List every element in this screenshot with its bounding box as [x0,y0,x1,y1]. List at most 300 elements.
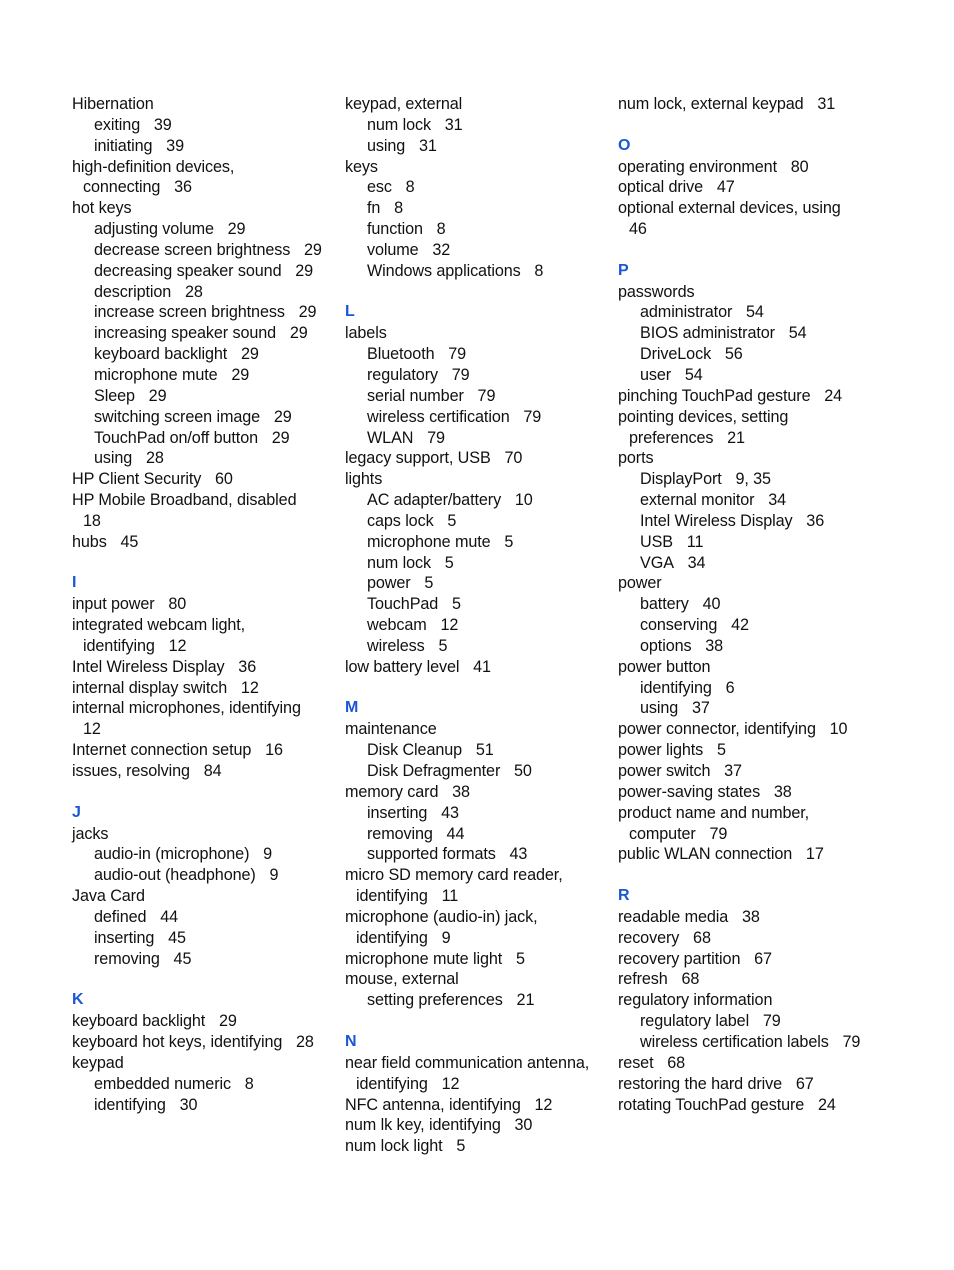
entry-text: high-definition devices, [72,157,235,176]
entry-text: AC adapter/battery [367,491,502,510]
page-reference[interactable]: 79 [451,365,470,384]
index-subentry [618,344,880,365]
entry-text: Sleep [94,386,135,405]
index-subentry [72,115,334,136]
page-reference[interactable]: 9 [263,845,273,864]
entry-text: recovery [618,928,680,947]
entry-text: keys [345,157,378,176]
index-entry [72,94,334,115]
page-reference[interactable]: 5 [444,553,454,572]
page-reference[interactable]: 5 [451,595,461,614]
page-reference[interactable]: 47 [716,178,735,197]
entry-text: keypad [72,1053,124,1072]
index-subentry [618,469,880,490]
page-reference[interactable]: 5 [504,532,514,551]
entry-text: micro SD memory card reader, [345,866,563,885]
index-subentry [345,824,607,845]
page-reference[interactable]: 29 [218,1012,237,1031]
page-reference[interactable]: 37 [691,699,710,718]
entry-text: keypad, external [345,95,463,113]
entry-text: low battery level [345,657,460,676]
page-reference[interactable]: 54 [788,324,807,343]
index-subentry [72,219,334,240]
index-subentry [345,240,607,261]
page-reference[interactable]: 29 [273,407,292,426]
index-subentry [618,553,880,574]
page-reference[interactable]: 36 [174,178,192,197]
index-subentry [618,490,880,511]
index-entry [72,1053,334,1074]
page-reference[interactable]: 9 [441,928,451,947]
index-entry-continuation [618,219,880,240]
page-reference[interactable]: 32 [432,240,451,259]
entry-text: public WLAN connection [618,845,793,864]
entry-text: conserving [640,616,718,635]
index-entry [345,94,607,115]
index-entry [72,469,334,490]
page-reference[interactable]: 17 [805,845,824,864]
page-reference[interactable]: 39 [166,136,184,155]
entry-text: identifying [356,887,428,906]
index-subentry [72,928,334,949]
entry-text: power connector, identifying [618,720,816,739]
page-reference[interactable]: 12 [534,1095,553,1114]
index-subentry [72,865,334,886]
page-reference[interactable]: 79 [842,1032,861,1051]
entry-text: Disk Defragmenter [367,762,501,780]
entry-text: BIOS administrator [640,324,775,343]
index-subentry [72,1074,334,1095]
index-subentry [345,990,607,1011]
index-subentry [345,136,607,157]
index-entry [618,761,880,782]
index-entry [618,949,880,970]
index-entry [618,282,880,303]
entry-text: TouchPad [367,595,439,614]
index-subentry [618,678,880,699]
page-reference[interactable]: 68 [693,928,711,947]
entry-text: user [640,365,672,384]
page-reference[interactable]: 21 [727,428,745,447]
page-reference[interactable]: 34 [768,491,787,510]
index-subentry [618,511,880,532]
index-entry-continuation [72,719,334,740]
entry-text: inserting [367,803,428,822]
page-reference[interactable]: 30 [514,1116,533,1135]
entry-text: caps lock [367,511,434,530]
entry-text: readable media [618,907,729,926]
section-letter-p: P [618,261,629,279]
index-entry-continuation [345,1074,607,1095]
page-reference[interactable]: 5 [447,511,457,530]
index-entry [72,532,334,553]
index-subentry [345,365,607,386]
index-entry [345,1136,607,1157]
section-letter-r: R [618,887,630,905]
index-entry [345,1053,607,1074]
page-reference[interactable]: 24 [824,386,843,405]
entry-text: rotating TouchPad gesture [618,1095,805,1114]
entry-text: power [367,574,411,593]
page-reference[interactable]: 43 [441,803,459,822]
entry-text: num lock light [345,1137,443,1156]
entry-text: supported formats [367,845,496,864]
index-entry-continuation [618,428,880,449]
page-reference[interactable]: 56 [724,345,743,364]
page-reference[interactable]: 67 [754,949,772,968]
page-reference[interactable]: 11 [441,887,459,906]
index-entry [345,657,607,678]
index-entry [345,323,607,344]
page-reference[interactable]: 24 [817,1095,836,1114]
index-subentry [72,240,334,261]
entry-text: description [94,282,172,301]
page-reference[interactable]: 5 [716,741,726,760]
index-subentry [72,136,334,157]
entry-text: decrease screen brightness [94,240,291,259]
entry-text: computer [629,824,696,843]
index-column-2 [345,94,607,1157]
index-subentry [72,282,334,303]
entry-text: USB [640,532,673,551]
entry-text: setting preferences [367,991,503,1010]
entry-text: keyboard hot keys, identifying [72,1032,283,1051]
index-subentry [345,532,607,553]
page-reference[interactable]: 10 [514,491,533,510]
page-reference[interactable]: 40 [702,595,721,614]
entry-text: internal display switch [72,678,228,697]
index-column-3 [618,94,880,1115]
page-reference[interactable]: 84 [203,762,222,780]
page-reference[interactable]: 28 [296,1032,314,1051]
index-entry [618,94,880,115]
page-reference[interactable]: 45 [173,949,192,968]
page-reference[interactable]: 60 [215,470,233,489]
index-entry [72,678,334,699]
page-reference[interactable]: 38 [741,907,760,926]
index-entry [618,719,880,740]
page-reference[interactable]: 8 [436,220,446,239]
page-reference[interactable]: 79 [427,428,445,447]
page-reference[interactable]: 8 [534,261,544,280]
entry-text: identifying [356,928,428,947]
index-subentry [618,698,880,719]
entry-text: Hibernation [72,95,154,113]
index-entry [618,386,880,407]
page-reference[interactable]: 12 [441,1074,460,1093]
entry-text: power [618,574,662,593]
entry-text: inserting [94,928,155,947]
page-reference[interactable]: 30 [179,1095,198,1114]
entry-text: memory card [345,782,439,801]
index-entry [72,490,334,511]
index-entry [618,907,880,928]
page-reference[interactable]: 12 [240,678,259,697]
index-entry-continuation [345,928,607,949]
index-entry [345,949,607,970]
index-entry [345,1095,607,1116]
index-subentry [72,1095,334,1116]
entry-text: maintenance [345,720,437,739]
index-entry [618,198,880,219]
entry-text: using [640,699,679,718]
page-reference[interactable]: 31 [418,136,437,155]
page-reference[interactable]: 38 [773,782,792,801]
index-entry-continuation [72,511,334,532]
page-reference[interactable]: 36 [238,657,257,676]
page-reference[interactable]: 21 [516,991,535,1010]
entry-text: embedded numeric [94,1074,231,1093]
page-reference[interactable]: 67 [795,1074,814,1093]
entry-text: Windows applications [367,261,521,280]
page-reference[interactable]: 39 [153,115,172,134]
index-subentry [72,344,334,365]
page-reference[interactable]: 29 [295,261,314,280]
page-reference[interactable]: 29 [231,365,250,384]
index-entry [618,990,880,1011]
page-reference[interactable]: 11 [686,532,704,551]
entry-text: 12 [83,720,101,739]
index-subentry [345,844,607,865]
entry-text: hubs [72,532,107,551]
index-subentry [72,428,334,449]
page-reference[interactable]: 36 [806,511,825,530]
entry-text: power-saving states [618,782,761,801]
entry-text: microphone mute light [345,949,503,968]
entry-text: optical drive [618,178,704,197]
index-entry [345,782,607,803]
index-subentry [345,198,607,219]
entry-text: legacy support, USB [345,449,491,468]
entry-text: using [367,136,406,155]
index-column-1 [72,94,334,1115]
page-reference[interactable]: 29 [227,220,246,239]
entry-text: microphone mute [94,365,218,384]
index-entry [618,448,880,469]
entry-text: operating environment [618,157,777,176]
index-subentry [345,573,607,594]
entry-text: pointing devices, setting [618,407,789,426]
index-subentry [72,949,334,970]
page-reference[interactable]: 41 [473,657,491,676]
page-reference[interactable]: 79 [523,407,542,426]
page-reference[interactable]: 8 [244,1074,254,1093]
index-entry [618,782,880,803]
page-reference[interactable]: 5 [515,949,525,968]
index-subentry [72,302,334,323]
page-reference[interactable]: 16 [265,741,283,760]
index-entry [72,740,334,761]
page-reference[interactable]: 9, 35 [735,470,771,489]
page-reference[interactable]: 9 [269,866,279,885]
index-subentry [618,532,880,553]
page-reference[interactable]: 38 [452,782,470,801]
entry-text: switching screen image [94,407,261,426]
entry-text: input power [72,595,155,614]
entry-text: audio-out (headphone) [94,866,256,885]
page-reference[interactable]: 29 [289,324,308,343]
entry-text: preferences [629,428,714,447]
page-reference[interactable]: 8 [394,199,403,218]
page-reference[interactable]: 29 [298,303,317,322]
page-reference[interactable]: 79 [709,824,728,843]
page-reference[interactable]: 68 [681,970,700,989]
page-reference[interactable]: 68 [667,1053,686,1072]
page-reference[interactable]: 44 [446,824,465,843]
entry-text: DriveLock [640,345,712,364]
page-reference[interactable]: 31 [444,115,463,134]
page-reference[interactable]: 5 [438,636,448,655]
index-entry [618,157,880,178]
page-reference[interactable]: 29 [148,386,167,405]
section-letter-n: N [345,1032,357,1050]
page-reference[interactable]: 70 [504,449,523,468]
index-subentry [345,594,607,615]
index-entry [345,469,607,490]
entry-text: recovery partition [618,949,741,968]
page-reference[interactable]: 34 [687,553,706,572]
index-entry-continuation [72,177,334,198]
index-entry [72,761,334,782]
entry-text: passwords [618,282,695,301]
index-entry [72,594,334,615]
index-entry [72,824,334,845]
entry-text: reset [618,1053,654,1072]
page-reference[interactable]: 5 [456,1137,466,1156]
section-letter-l: L [345,303,355,321]
page-reference[interactable]: 50 [514,762,532,780]
entry-text: HP Mobile Broadband, disabled [72,491,297,510]
entry-text: internal microphones, identifying [72,699,301,718]
entry-text: HP Client Security [72,470,202,489]
page-reference[interactable]: 54 [684,365,703,384]
entry-text: audio-in (microphone) [94,845,250,864]
page-reference[interactable]: 37 [724,762,742,780]
page-reference[interactable]: 28 [145,449,164,468]
entry-text: ports [618,449,654,468]
page-reference[interactable]: 12 [440,616,459,635]
entry-text: Bluetooth [367,345,435,364]
page-reference[interactable]: 80 [790,157,809,176]
index-entry [618,969,880,990]
page-reference[interactable]: 43 [509,845,528,864]
entry-text: keyboard backlight [72,1012,206,1031]
entry-text: using [94,449,133,468]
index-subentry [345,740,607,761]
page-reference[interactable]: 42 [731,616,749,635]
entry-text: wireless [367,636,425,655]
index-subentry [345,636,607,657]
entry-text: regulatory [367,365,438,384]
entry-text: refresh [618,970,668,989]
entry-text: num lock [367,553,431,572]
page-reference[interactable]: 80 [168,595,187,614]
entry-text: integrated webcam light, [72,616,246,635]
page-reference[interactable]: 29 [271,428,290,447]
index-subentry [618,615,880,636]
index-entry [618,407,880,428]
index-subentry [345,386,607,407]
index-subentry [345,615,607,636]
index-subentry [72,365,334,386]
entry-text: identifying [94,1095,166,1114]
index-subentry [618,636,880,657]
index-entry [345,1115,607,1136]
entry-text: pinching TouchPad gesture [618,386,811,405]
page-reference[interactable]: 28 [184,282,203,301]
page-reference[interactable]: 79 [762,1012,781,1031]
entry-text: removing [94,949,160,968]
index-entry [618,1095,880,1116]
index-entry [72,1032,334,1053]
page-reference[interactable]: 51 [475,741,494,760]
index-entry [72,886,334,907]
entry-text: hot keys [72,199,132,218]
page-reference[interactable]: 54 [746,303,764,322]
entry-text: defined [94,907,147,926]
index-entry [72,157,334,178]
index-entry [618,928,880,949]
entry-text: microphone (audio-in) jack, [345,907,538,926]
entry-text: lights [345,470,383,489]
index-entry [618,740,880,761]
entry-text: esc [367,178,392,197]
index-subentry [345,803,607,824]
section-letter-k: K [72,991,84,1009]
section-letter-o: O [618,136,631,154]
index-entry [72,698,334,719]
page-reference[interactable]: 29 [240,345,259,364]
page-reference[interactable]: 79 [477,386,496,405]
entry-text: VGA [640,553,674,572]
entry-text: power button [618,657,711,676]
index-subentry [345,407,607,428]
index-entry [72,657,334,678]
entry-text: initiating [94,136,153,155]
page-reference[interactable]: 12 [168,636,187,655]
entry-text: num lock [367,115,431,134]
entry-text: function [367,220,423,239]
page-reference[interactable]: 31 [817,95,836,113]
index-subentry [618,302,880,323]
page-reference[interactable]: 29 [304,240,322,259]
entry-text: regulatory information [618,991,773,1010]
entry-text: Disk Cleanup [367,741,463,760]
page-reference[interactable]: 6 [725,678,735,697]
page-reference[interactable]: 45 [168,928,186,947]
index-subentry [72,448,334,469]
index-entry [618,803,880,824]
index-entry [345,719,607,740]
index-entry [618,1074,880,1095]
entry-text: WLAN [367,428,414,447]
page-reference[interactable]: 44 [160,907,178,926]
page-reference[interactable]: 45 [120,532,139,551]
index-subentry [345,761,607,782]
page-reference[interactable]: 10 [829,720,848,739]
entry-text: DisplayPort [640,470,722,489]
entry-text: power lights [618,741,704,760]
entry-text: 18 [83,511,101,530]
index-entry [618,573,880,594]
page-reference[interactable]: 5 [424,574,434,593]
page-reference[interactable]: 8 [405,178,415,197]
index-subentry [72,407,334,428]
page-reference[interactable]: 38 [705,636,724,655]
page-reference[interactable]: 79 [448,345,467,364]
entry-text: identifying [640,678,712,697]
index-entry-continuation [618,824,880,845]
